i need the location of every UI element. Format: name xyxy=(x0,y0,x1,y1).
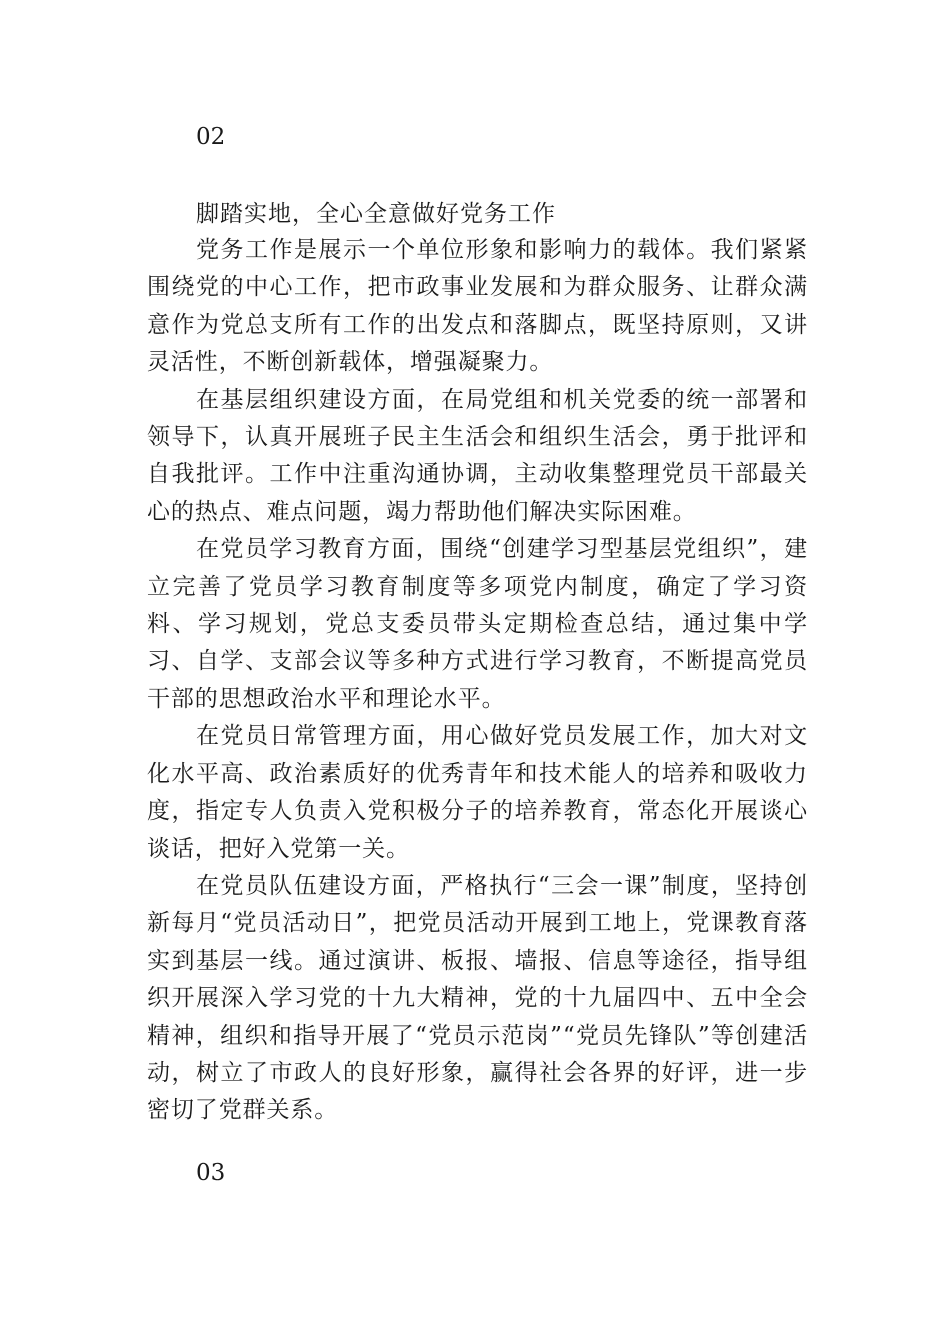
paragraph-intro: 党务工作是展示一个单位形象和影响力的载体。我们紧紧围绕党的中心工作，把市政事业发展和为群众服务、让群众满意作为党总支所有工作的出发点和落脚点，既坚持原则，又讲灵活性，不断创新载体，增强凝聚力。 xyxy=(147,237,808,376)
paragraph-team-building: 在党员队伍建设方面，严格执行“三会一课”制度，坚持创新每月“党员活动日”，把党员活动开展到工地上，党课教育落实到基层一线。通过演讲、板报、墙报、信息等途径，指导组织开展深入学习党的十九大精神，党的十九届四中、五中全会精神，组织和指导开展了“党员示范岗”“党员先锋队”等创建活动，树立了市政人的良好形象，赢得社会各界的好评，进一步密切了党群关系。 xyxy=(147,872,808,1124)
body-text xyxy=(147,232,808,1130)
paragraph-daily-management: 在党员日常管理方面，用心做好党员发展工作，加大对文化水平高、政治素质好的优秀青年和技术能人的培养和吸收力度，指定专人负责入党积极分子的培养教育，常态化开展谈心谈话，把好入党第一关。 xyxy=(147,723,808,862)
section-number-03: 03 xyxy=(196,1160,226,1186)
paragraph-grassroots-organization: 在基层组织建设方面，在局党组和机关党委的统一部署和领导下，认真开展班子民主生活会和组织生活会，勇于批评和自我批评。工作中注重沟通协调，主动收集整理党员干部最关心的热点、难点问题，竭力帮助他们解决实际困难。 xyxy=(147,386,808,525)
section-heading: 脚踏实地，全心全意做好党务工作 xyxy=(196,201,556,227)
section-number-02: 02 xyxy=(196,124,226,150)
paragraph-study-education: 在党员学习教育方面，围绕“创建学习型基层党组织”，建立完善了党员学习教育制度等多项党内制度，确定了学习资料、学习规划，党总支委员带头定期检查总结，通过集中学习、自学、支部会议等多种方式进行学习教育，不断提高党员干部的思想政治水平和理论水平。 xyxy=(147,536,808,712)
